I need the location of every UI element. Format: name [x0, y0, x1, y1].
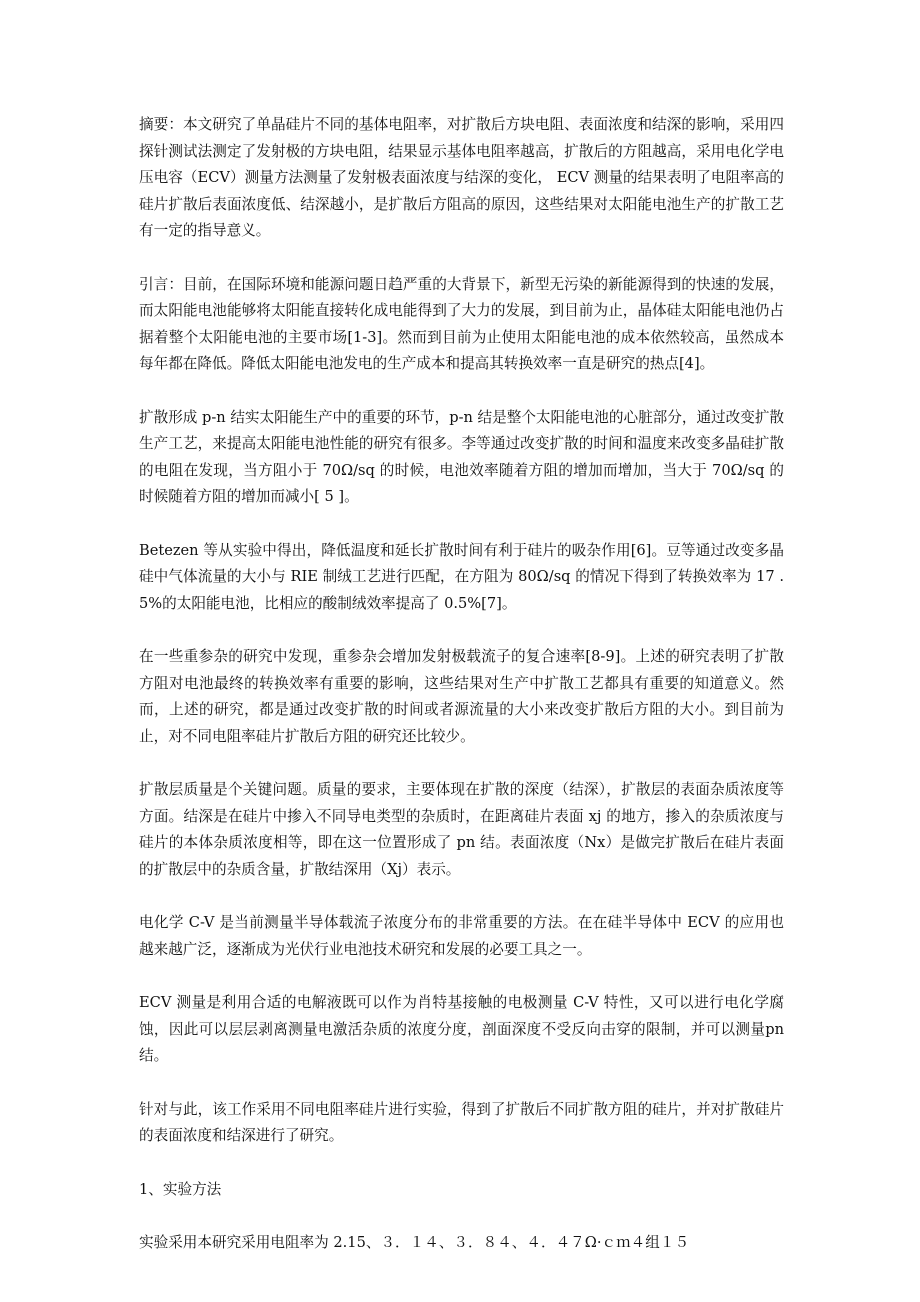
work-summary-paragraph: 针对与此，该工作采用不同电阻率硅片进行实验，得到了扩散后不同扩散方阻的硅片，并对扩散硅片的表面浓度和结深进行了研究。	[139, 1100, 784, 1144]
document-body	[139, 112, 784, 1257]
heavy-doping-paragraph: 在一些重参杂的研究中发现，重参杂会增加发射极载流子的复合速率[8-9]。上述的研究表明了扩散方阻对电池最终的转换效率有重要的影响，这些结果对生产中扩散工艺都具有重要的知道意义。然而，上述的研究，都是通过改变扩散的时间或者源流量的大小来改变扩散后方阻的大小。到目前为止，对不同电阻率硅片扩散后方阻的研究还比较少。	[139, 648, 784, 745]
introduction-paragraph: 引言：目前，在国际环境和能源问题日趋严重的大背景下，新型无污染的新能源得到的快速的发展，而太阳能电池能够将太阳能直接转化成电能得到了大力的发展，到目前为止，晶体硅太阳能电池仍占据着整个太阳能电池的主要市场[1-3]。然而到目前为止使用太阳能电池的成本依然较高，虽然成本每年都在降低。降低太阳能电池发电的生产成本和提高其转换效率一直是研究的热点[4]。	[139, 275, 784, 372]
abstract-paragraph: 摘要：本文研究了单晶硅片不同的基体电阻率，对扩散后方块电阻、表面浓度和结深的影响，采用四探针测试法测定了发射极的方块电阻，结果显示基体电阻率越高，扩散后的方阻越高，采用电化学电压电容（ECV）测量方法测量了发射极表面浓度与结深的变化， ECV 测量的结果表明了电阻率高的硅片扩散后表面浓度低、结深越小，是扩散后方阻高的原因，这些结果对太阳能电池生产的扩散工艺有一定的指导意义。	[139, 116, 784, 239]
ecv-intro-paragraph: 电化学 C-V 是当前测量半导体载流子浓度分布的非常重要的方法。在在硅半导体中 ECV 的应用也越来越广泛，逐渐成为光伏行业电池技术研究和发展的必要工具之一。	[139, 914, 784, 958]
diffusion-layer-paragraph: 扩散层质量是个关键问题。质量的要求，主要体现在扩散的深度（结深），扩散层的表面杂质浓度等方面。结深是在硅片中掺入不同导电类型的杂质时，在距离硅片表面 xj 的地方，掺入的杂质浓度与硅片的本体杂质浓度相等，即在这一位置形成了 pn 结。表面浓度（Nx）是做完扩散后在硅片表面的扩散层中的杂质含量，扩散结深用（Xj）表示。	[139, 781, 784, 878]
method-paragraph: 实验采用本研究采用电阻率为 2.15、３．１４、３．８４、４．４７Ω·ｃｍ４组１５	[139, 1234, 690, 1251]
betezen-paragraph: Betezen 等从实验中得出，降低温度和延长扩散时间有利于硅片的吸杂作用[6]。豆等通过改变多晶硅中气体流量的大小与 RIE 制绒工艺进行匹配，在方阻为 80Ω/sq 的情况下得到了转换效率为 17 . 5%的太阳能电池，比相应的酸制绒效率提高了 0.5%[7]。	[139, 541, 784, 612]
diffusion-paragraph: 扩散形成 p-n 结实太阳能生产中的重要的环节，p-n 结是整个太阳能电池的心脏部分，通过改变扩散生产工艺，来提高太阳能电池性能的研究有很多。李等通过改变扩散的时间和温度来改变多晶硅扩散的电阻在发现，当方阻小于 70Ω/sq 的时候，电池效率随着方阻的增加而增加，当大于 70Ω/sq 的时候随着方阻的增加而减小[ 5 ]。	[139, 408, 785, 505]
ecv-measurement-paragraph: ECV 测量是利用合适的电解液既可以作为肖特基接触的电极测量 C-V 特性，又可以进行电化学腐蚀，因此可以层层剥离测量电激活杂质的浓度分度，剖面深度不受反向击穿的限制，并可以测量pn 结。	[139, 994, 784, 1064]
section-heading: 1、实验方法	[139, 1180, 222, 1198]
